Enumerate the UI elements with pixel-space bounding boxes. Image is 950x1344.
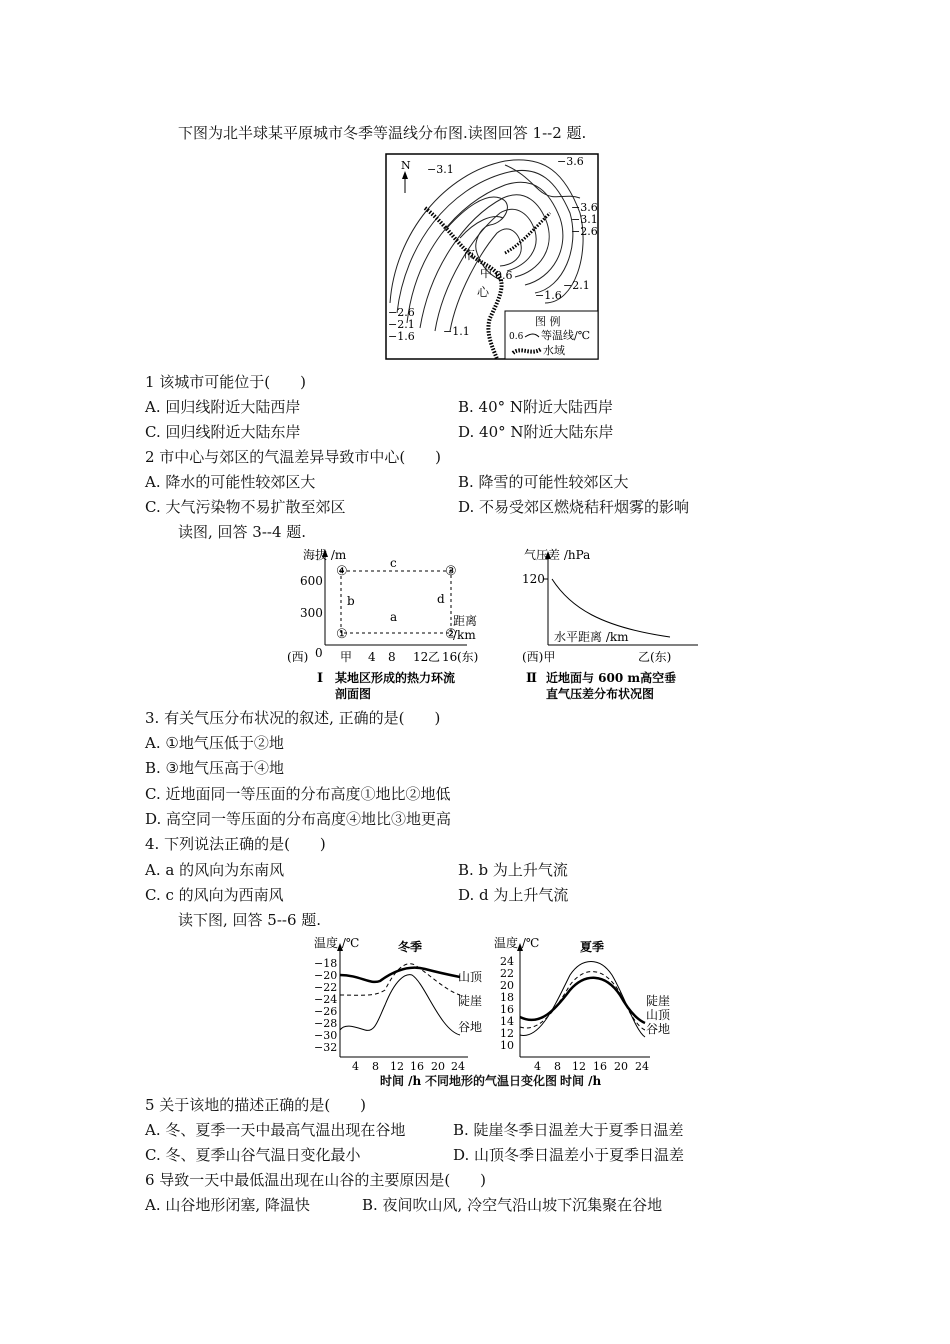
winter-ytick: −24 [314,993,338,1006]
winter-valley-line [340,975,460,1035]
winter-label-valley: 谷地 [458,1020,483,1034]
fig1-xtick: 16 [442,650,458,664]
arrow-b: b [347,594,355,608]
city-char: 市 [463,248,476,262]
summer-ytick: 22 [500,967,514,980]
winter-xtick: 24 [451,1060,465,1073]
summer-ytick: 24 [500,955,514,968]
fig1-ytick: 0 [315,646,323,660]
summer-ytick: 16 [500,1003,514,1016]
fig2-caption-2: 直气压差分布状况图 [546,687,655,701]
intro-3-4: 读图, 回答 3--4 题. [178,523,307,541]
winter-ytick: −28 [314,1017,338,1030]
q2-stem: 2 市中心与郊区的气温差异导致市中心( ) [145,448,442,466]
winter-xtick: 12 [390,1060,404,1073]
q5-stem: 5 关于该地的描述正确的是( ) [145,1096,367,1114]
north-label: N [401,159,411,172]
thermal-circulation-figure [285,545,500,705]
summer-ytick: 18 [500,991,514,1004]
q1-option-c: C. 回归线附近大陆东岸 [145,423,301,441]
legend-title: 图 例 [535,315,561,328]
iso-label: −2.1 [563,279,590,292]
winter-ytick: −22 [314,981,338,994]
q6-stem: 6 导致一天中最低温出现在山谷的主要原因是( ) [145,1171,487,1189]
q4-option-d: D. d 为上升气流 [458,886,569,904]
q1-option-d: D. 40° N附近大陆东岸 [458,423,614,441]
q1-option-a: A. 回归线附近大陆西岸 [145,398,301,416]
fig1-xlabel: 距离 [453,614,478,628]
iso-label: 0.6 [495,269,513,282]
summer-ylabel: 温度 /℃ [494,936,540,950]
q6-option-a: A. 山谷地形闭塞, 降温快 [145,1196,310,1214]
winter-ytick: −32 [314,1041,338,1054]
summer-ytick: 20 [500,979,514,992]
fig2-caption: 近地面与 600 m高空垂 [546,671,677,685]
arrow-c: c [390,556,397,570]
iso-label: −1.6 [388,330,415,343]
iso-label: −2.1 [388,318,415,331]
iso-label: −3.1 [571,213,598,226]
q6-option-b: B. 夜间吹山风, 冷空气沿山坡下沉集聚在谷地 [362,1196,663,1214]
summer-label-valley: 谷地 [646,1022,671,1036]
summer-xlabel: 时间 /h [560,1074,602,1088]
q4-option-a: A. a 的风向为东南风 [145,861,285,879]
iso-label: −1.1 [443,325,470,338]
fig2-xlabel: 水平距离 /km [554,630,629,644]
fig3-caption: 不同地形的气温日变化图 [425,1074,558,1088]
winter-label-summit: 山顶 [458,970,483,984]
iso-label: −1.6 [535,289,562,302]
isotherm-map [385,153,600,361]
winter-title: 冬季 [398,940,423,954]
winter-ytick: −20 [314,969,338,982]
q2-option-b: B. 降雪的可能性较郊区大 [458,473,629,491]
fig2-ytick: 120 [522,572,545,586]
fig1-ytick: 600 [300,574,323,588]
winter-ytick: −18 [314,957,338,970]
q3-stem: 3. 有关气压分布状况的叙述, 正确的是( ) [145,709,441,727]
winter-ylabel: 温度 /℃ [314,936,360,950]
summer-valley-line [520,962,645,1038]
q1-option-b: B. 40° N附近大陆西岸 [458,398,614,416]
winter-label-cliff: 陡崖 [458,994,483,1008]
summer-label-cliff: 陡崖 [646,994,671,1008]
q5-option-c: C. 冬、夏季山谷气温日变化最小 [145,1146,361,1164]
fig1-xlabel-unit: /km [453,628,476,642]
iso-label: −2.6 [388,306,415,319]
point-2: ② [445,627,457,642]
city-char: 中 [480,266,493,280]
fig1-xtick: 4 [368,650,376,664]
winter-xtick: 8 [372,1060,379,1073]
q3-option-b: B. ③地气压高于④地 [145,759,285,777]
city-char: 心 [477,285,490,299]
summer-xtick: 8 [554,1060,561,1073]
iso-label: −3.6 [571,201,598,214]
iso-label: −3.6 [557,155,584,168]
q4-option-b: B. b 为上升气流 [458,861,568,879]
q5-option-b: B. 陡崖冬季日温差大于夏季日温差 [453,1121,684,1139]
fig1-ytick: 300 [300,606,323,620]
q4-option-c: C. c 的风向为西南风 [145,886,284,904]
fig1-xtick: 8 [388,650,396,664]
q3-option-d: D. 高空同一等压面的分布高度④地比③地更高 [145,810,452,828]
fig1-east: (东) [457,650,479,664]
q1-stem: 1 该城市可能位于( ) [145,373,307,391]
summer-summit-line [520,978,645,1023]
fig1-xtick: 甲 [340,650,353,664]
fig2-east: 乙(东) [638,650,672,664]
fig2-west: (西)甲 [522,650,556,664]
point-3: ③ [445,564,457,579]
summer-xtick: 16 [593,1060,607,1073]
q3-option-c: C. 近地面同一等压面的分布高度①地比②地低 [145,785,451,803]
summer-xtick: 24 [635,1060,649,1073]
intro-5-6: 读下图, 回答 5--6 题. [178,911,322,929]
summer-xtick: 12 [572,1060,586,1073]
fig1-xtick: 12 [413,650,429,664]
winter-ytick: −26 [314,1005,338,1018]
winter-ytick: −30 [314,1029,338,1042]
fig1-caption: 某地区形成的热力环流 [335,671,456,685]
summer-ytick: 10 [500,1039,514,1052]
intro-1-2: 下图为北半球某平原城市冬季等温线分布图.读图回答 1--2 题. [178,124,587,142]
arrow-a: a [390,610,398,624]
fig2-caption-num: Ⅱ [526,671,537,686]
iso-label: −2.6 [571,225,598,238]
fig1-ylabel: 海拔 /m [303,548,347,562]
q2-option-a: A. 降水的可能性较郊区大 [145,473,316,491]
fig2-ylabel: 气压差 /hPa [524,548,591,562]
fig1-west: (西) [287,650,309,664]
legend-iso: 等温线/℃ [541,329,591,342]
winter-xtick: 20 [431,1060,445,1073]
fig1-caption-num: Ⅰ [317,671,324,686]
fig1-caption-2: 剖面图 [335,687,372,701]
fig1-xtick: 乙 [428,650,441,664]
point-1: ① [336,627,348,642]
q2-option-c: C. 大气污染物不易扩散至郊区 [145,498,346,516]
winter-xtick: 4 [352,1060,359,1073]
q4-stem: 4. 下列说法正确的是( ) [145,835,326,853]
iso-label: −3.1 [427,163,454,176]
summer-title: 夏季 [580,940,605,954]
map-legend [505,311,598,359]
legend-water: 水域 [543,344,565,357]
q5-option-d: D. 山顶冬季日温差小于夏季日温差 [453,1146,685,1164]
legend-iso-value: 0.6 [509,332,524,342]
q5-option-a: A. 冬、夏季一天中最高气温出现在谷地 [145,1121,406,1139]
summer-label-summit: 山顶 [646,1008,671,1022]
summer-xtick: 4 [534,1060,541,1073]
winter-xlabel: 时间 /h [380,1074,422,1088]
summer-ytick: 12 [500,1027,514,1040]
q3-option-a: A. ①地气压低于②地 [145,734,284,752]
summer-ytick: 14 [500,1015,514,1028]
summer-xtick: 20 [614,1060,628,1073]
winter-xtick: 16 [410,1060,424,1073]
temperature-variation-figure [300,935,690,1090]
pressure-difference-figure [520,545,710,705]
point-4: ④ [336,564,348,579]
q2-option-d: D. 不易受郊区燃烧秸秆烟雾的影响 [458,498,690,516]
arrow-d: d [437,592,445,606]
